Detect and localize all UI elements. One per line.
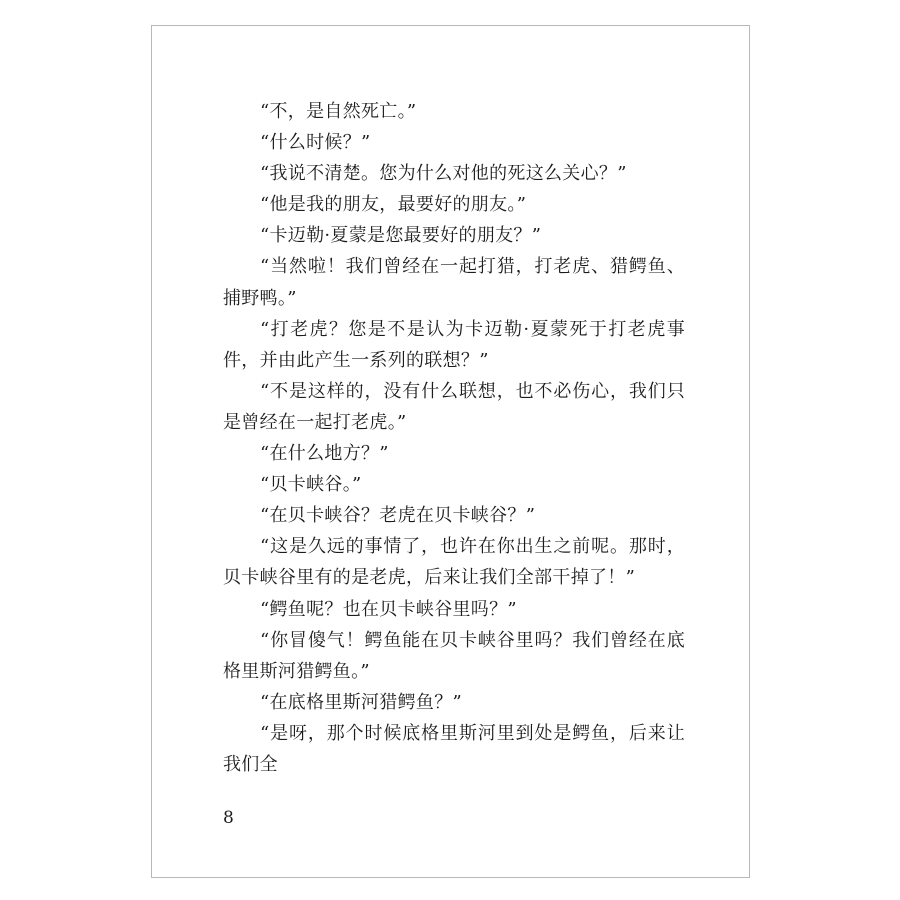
body-text — [223, 96, 685, 780]
paragraph: “卡迈勒·夏蒙是您最要好的朋友？” — [260, 225, 542, 247]
paragraph: “不是这样的，没有什么联想，也不必伤心，我们只是曾经在一起打老虎。” — [223, 380, 685, 433]
paragraph: “这是久远的事情了，也许在你出生之前呢。那时，贝卡峡谷里有的是老虎，后来让我们全部干掉了！” — [223, 536, 685, 589]
paragraph: “他是我的朋友，最要好的朋友。” — [260, 194, 527, 216]
paragraph: “是呀，那个时候底格里斯河里到处是鳄鱼，后来让我们全 — [223, 722, 685, 775]
page-number: 8 — [223, 808, 234, 828]
paragraph: “你冒傻气！鳄鱼能在贝卡峡谷里吗？我们曾经在底格里斯河猎鳄鱼。” — [223, 629, 685, 682]
paragraph: “打老虎？您是不是认为卡迈勒·夏蒙死于打老虎事件，并由此产生一系列的联想？” — [223, 318, 685, 371]
book-page — [151, 25, 750, 878]
paragraph: “鳄鱼呢？也在贝卡峡谷里吗？” — [260, 598, 517, 620]
paragraph: “我说不清楚。您为什么对他的死这么关心？” — [260, 163, 627, 185]
paragraph: “什么时候？” — [260, 132, 371, 154]
paragraph: “不，是自然死亡。” — [260, 101, 417, 122]
paragraph: “贝卡峡谷。” — [260, 474, 362, 496]
paragraph: “在底格里斯河猎鳄鱼？” — [260, 691, 463, 713]
paragraph: “在贝卡峡谷？老虎在贝卡峡谷？” — [260, 505, 536, 527]
paragraph: “当然啦！我们曾经在一起打猎，打老虎、猎鳄鱼、捕野鸭。” — [223, 256, 685, 309]
paragraph: “在什么地方？” — [260, 443, 389, 465]
